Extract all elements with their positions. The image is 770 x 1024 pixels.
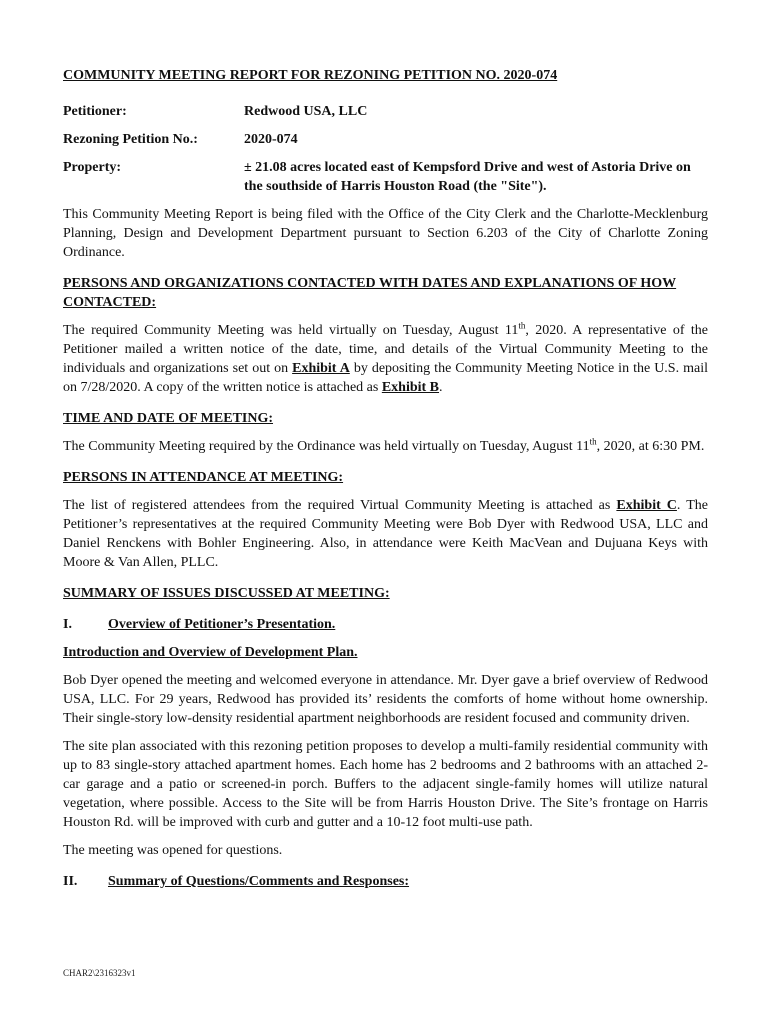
summary-heading: SUMMARY OF ISSUES DISCUSSED AT MEETING:: [63, 586, 390, 601]
persons-contacted-heading: PERSONS AND ORGANIZATIONS CONTACTED WITH DATES AND EXPLANATIONS OF HOW CONTACTED:: [63, 276, 677, 310]
section-label: Summary of Questions/Comments and Responses:: [108, 874, 410, 889]
property-row: [63, 158, 708, 196]
document-id-footer: CHAR2\2316323v1: [63, 968, 136, 978]
document-page: [63, 66, 708, 900]
section-2-heading: [63, 872, 708, 891]
text: The Community Meeting required by the Ordinance was held virtually on Tuesday, August 11: [63, 439, 590, 454]
text: The list of registered attendees from the required Virtual Community Meeting is attached as: [63, 498, 617, 513]
section-number: II.: [63, 874, 78, 889]
time-date-heading: TIME AND DATE OF MEETING:: [63, 411, 274, 426]
petitioner-value: Redwood USA, LLC: [244, 104, 368, 119]
intro-paragraph: This Community Meeting Report is being filed with the Office of the City Clerk and the Charlotte-Mecklenburg Planning, Design and Development Department pursuant to Section 6.203 of the City of Charlotte Zoning Ordinance.: [63, 207, 708, 260]
petition-no-row: [63, 130, 708, 149]
petitioner-row: [63, 102, 708, 121]
property-value: ± 21.08 acres located east of Kempsford Drive and west of Astoria Drive on the southside of Harris Houston Road (the "Site").: [244, 160, 691, 194]
summary-paragraph-1: Bob Dyer opened the meeting and welcomed everyone in attendance. Mr. Dyer gave a brief overview of Redwood USA, LLC. For 29 years, Redwood has provided its’ residents the comforts of home without home ownership. Their single-story low-density residential apartment neighborhoods are resident focused and community driven.: [63, 673, 708, 726]
petitioner-label: Petitioner:: [63, 104, 127, 119]
attendance-heading: PERSONS IN ATTENDANCE AT MEETING:: [63, 470, 344, 485]
summary-paragraph-2: The site plan associated with this rezoning petition proposes to develop a multi-family residential community with up to 83 single-story attached apartment homes. Each home has 2 bedrooms and 2 bathrooms with an attached 2-car garage and a patio or screened-in porch. Buffers to the adjacent single-family homes will utilize natural vegetation, where possible. Access to the Site will be from Harris Houston Drive. The Site’s frontage on Harris Houston Rd. will be improved with curb and gutter and a 10-12 foot multi-use path.: [63, 739, 708, 830]
section-number: I.: [63, 617, 72, 632]
property-label: Property:: [63, 160, 122, 175]
time-date-paragraph: [63, 437, 708, 456]
text: . The Petitioner’s representatives at the required Community Meeting were Bob Dyer with Redwood USA, LLC and Daniel Renckens with Bohler Engineering. Also, in attendance were Keith MacVean and Dujuana Keys with Moore & Van Allen, PLLC.: [63, 498, 708, 570]
petition-no-label: Rezoning Petition No.:: [63, 132, 198, 147]
section-1-heading: [63, 615, 708, 634]
exhibit-c-ref: Exhibit C: [616, 498, 677, 513]
text: .: [439, 380, 443, 395]
persons-contacted-paragraph: [63, 321, 708, 397]
ordinal-suffix: th: [518, 320, 526, 331]
report-title: COMMUNITY MEETING REPORT FOR REZONING PETITION NO. 2020-074: [63, 68, 558, 83]
text: The required Community Meeting was held virtually on Tuesday, August 11: [63, 323, 519, 338]
attendance-paragraph: [63, 496, 708, 572]
petition-no-value: 2020-074: [244, 132, 298, 147]
exhibit-a-ref: Exhibit A: [292, 361, 350, 376]
text: , 2020, at 6:30 PM.: [596, 439, 705, 454]
exhibit-b-ref: Exhibit B: [381, 380, 440, 395]
section-label: Overview of Petitioner’s Presentation.: [108, 617, 336, 632]
ordinal-suffix: th: [589, 436, 597, 447]
text: by depositing the Community Meeting Notice in the U.S. mail on 7/28/2020. A copy of the written notice is attached as: [63, 361, 708, 395]
development-plan-subheading: Introduction and Overview of Development Plan.: [63, 645, 358, 660]
summary-paragraph-3: The meeting was opened for questions.: [63, 843, 283, 858]
text: , 2020. A representative of the Petitioner mailed a written notice of the date, time, and details of the Virtual Community Meeting to the individuals and organizations set out on: [63, 323, 708, 376]
